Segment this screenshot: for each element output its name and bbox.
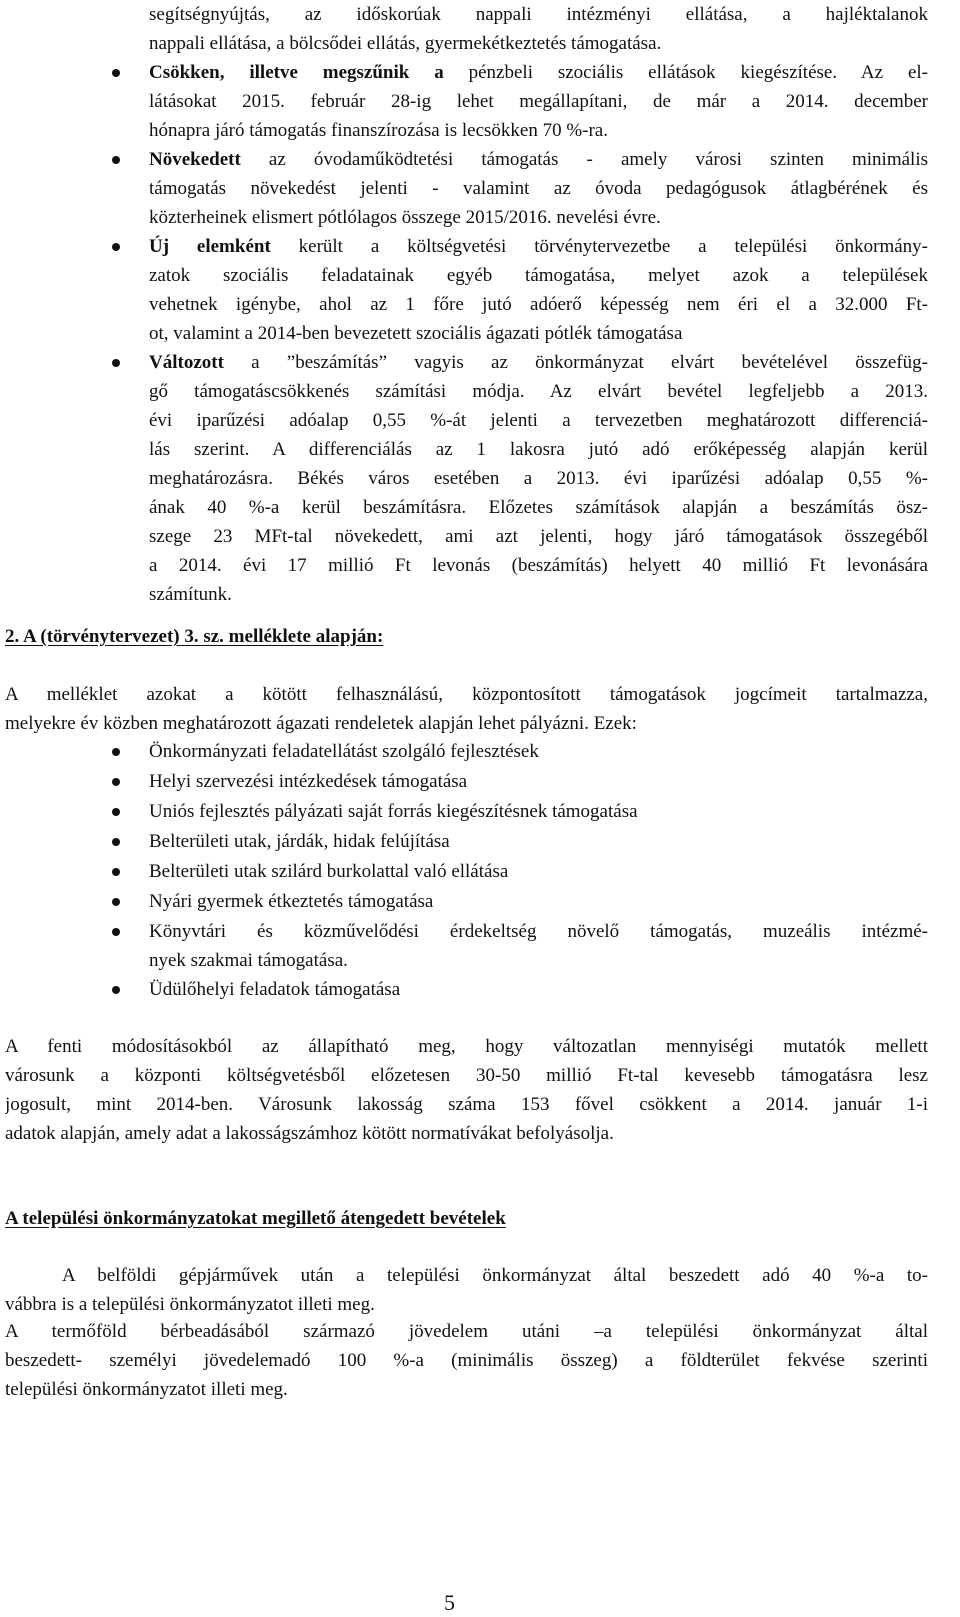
body-text: ának 40 %-a kerül beszámításra. Előzetes számítások alapján a beszámítás ösz- — [149, 497, 928, 518]
summary-paragraph-line-2: városunk a központi költségvetésből előzetesen 30-50 millió Ft-tal kevesebb támogatásra lesz — [5, 1065, 928, 1086]
annex-item: Belterületi utak, járdák, hidak felújítása — [149, 831, 450, 852]
summary-paragraph-line-1: A fenti módosításokból az állapítható meg, hogy változatlan mennyiségi mutatók mellett — [5, 1036, 928, 1057]
body-text: meghatározásra. Békés város esetében a 2013. évi iparűzési adóalap 0,55 %- — [149, 468, 928, 489]
annex-paragraph-line-2: melyekre év közben meghatározott ágazati rendeletek alapján lehet pályázni. Ezek: — [5, 713, 637, 734]
bullet-5-line-3 — [149, 406, 928, 435]
annex-item: Belterületi utak szilárd burkolattal való ellátása — [149, 861, 509, 882]
body-text: nappali ellátása, a bölcsődei ellátás, gyermekétkeztetés támogatása. — [149, 33, 662, 54]
body-text: gő támogatáscsökkenés számítási módja. Az elvárt bevétel legfeljebb a 2013. — [149, 381, 928, 402]
bullet-icon — [112, 898, 120, 906]
bullet-1-line-1 — [149, 0, 928, 29]
annex-item: Helyi szervezési intézkedések támogatása — [149, 771, 468, 792]
bullet-5-line-4 — [149, 435, 928, 464]
body-text: a ”beszámítás” vagyis az önkormányzat elvárt bevételével összefüg- — [223, 352, 928, 373]
bullet-3-line-2 — [149, 174, 928, 203]
bullet-4-line-1 — [149, 232, 928, 261]
bullet-icon — [112, 156, 120, 164]
body-text: évi iparűzési adóalap 0,55 %-át jelenti a tervezetben meghatározott differenciá- — [149, 410, 928, 431]
bold-lead-text: Változott — [149, 352, 224, 373]
section-heading-revenue: A települési önkormányzatokat megillető átengedett bevételek — [5, 1208, 506, 1229]
bullet-icon — [112, 986, 120, 994]
body-text: látásokat 2015. február 28-ig lehet megállapítani, de már a 2014. december — [149, 91, 928, 112]
bullet-icon — [112, 748, 120, 756]
bullet-5-line-5 — [149, 464, 928, 493]
body-text: a 2014. évi 17 millió Ft levonás (beszámítás) helyett 40 millió Ft levonására — [149, 555, 928, 576]
page-number: 5 — [444, 1590, 455, 1615]
body-text: vehetnek igénybe, ahol az 1 főre jutó adóerő képesség nem éri el a 32.000 Ft- — [149, 294, 928, 315]
bullet-5-line-1 — [149, 348, 928, 377]
body-text: számítunk. — [149, 584, 232, 605]
bullet-5-line-7 — [149, 522, 928, 551]
bullet-3-line-1 — [149, 145, 928, 174]
bullet-icon — [112, 868, 120, 876]
annex-item: Önkormányzati feladatellátást szolgáló fejlesztések — [149, 741, 539, 762]
bullet-4-line-3 — [149, 290, 928, 319]
annex-item: Könyvtári és közművelődési érdekeltség növelő támogatás, muzeális intézmé- — [149, 921, 928, 942]
body-text: az óvodaműködtetési támogatás - amely városi szinten minimális — [240, 149, 928, 170]
bold-lead-text: Növekedett — [149, 149, 241, 170]
annex-item: Üdülőhelyi feladatok támogatása — [149, 979, 401, 1000]
land-income-line-3: települési önkormányzatot illeti meg. — [5, 1379, 288, 1400]
body-text: hónapra járó támogatás finanszírozása is lecsökken 70 %-ra. — [149, 120, 608, 141]
body-text: támogatás növekedést jelenti - valamint az óvoda pedagógusok átlagbérének és — [149, 178, 928, 199]
body-text: lás szerint. A differenciálás az 1 lakosra jutó adó erőképesség alapján kerül — [149, 439, 928, 460]
body-text: szege 23 MFt-tal növekedett, ami azt jelenti, hogy járó támogatások összegéből — [149, 526, 928, 547]
bullet-3-line-3 — [149, 203, 661, 232]
annex-item: nyek szakmai támogatása. — [149, 950, 348, 971]
land-income-line-1: A termőföld bérbeadásából származó jövedelem utáni –a települési önkormányzat által — [5, 1321, 928, 1342]
summary-paragraph-line-4: adatok alapján, amely adat a lakosságszámhoz kötött normatívákat befolyásolja. — [5, 1123, 614, 1144]
annex-item: Uniós fejlesztés pályázati saját forrás kiegészítésnek támogatása — [149, 801, 638, 822]
body-text: ot, valamint a 2014-ben bevezetett szociális ágazati pótlék támogatása — [149, 323, 683, 344]
body-text: zatok szociális feladatainak egyéb támogatása, melyet azok a települések — [149, 265, 928, 286]
vehicle-tax-line-2: vábbra is a települési önkormányzatot illeti meg. — [5, 1294, 375, 1315]
bold-lead-text: Csökken, illetve megszűnik a — [149, 62, 444, 83]
bullet-5-line-8 — [149, 551, 928, 580]
bullet-1-line-2 — [149, 29, 661, 58]
bold-lead-text: Új elemként — [149, 236, 271, 257]
annex-paragraph-line-1: A melléklet azokat a kötött felhasználású, központosított támogatások jogcímeit tartalmazza, — [5, 684, 928, 705]
vehicle-tax-line-1: A belföldi gépjárművek után a települési önkormányzat által beszedett adó 40 %-a to- — [62, 1265, 928, 1286]
bullet-5-line-2 — [149, 377, 928, 406]
body-text: segítségnyújtás, az időskorúak nappali intézményi ellátása, a hajléktalanok — [149, 4, 928, 25]
bullet-icon — [112, 838, 120, 846]
bullet-2-line-2 — [149, 87, 928, 116]
section-heading-annex: 2. A (törvénytervezet) 3. sz. melléklete alapján: — [5, 626, 384, 647]
bullet-4-line-4 — [149, 319, 682, 348]
bullet-icon — [112, 243, 120, 251]
land-income-line-2: beszedett- személyi jövedelemadó 100 %-a (minimális összeg) a földterület fekvése szerinti — [5, 1350, 928, 1371]
body-text: került a költségvetési törvénytervezetbe a települési önkormány- — [270, 236, 928, 257]
bullet-icon — [112, 928, 120, 936]
bullet-icon — [112, 359, 120, 367]
body-text: pénzbeli szociális ellátások kiegészítése. Az el- — [443, 62, 928, 83]
bullet-icon — [112, 778, 120, 786]
bullet-icon — [112, 808, 120, 816]
bullet-icon — [112, 69, 120, 77]
summary-paragraph-line-3: jogosult, mint 2014-ben. Városunk lakosság száma 153 fővel csökkent a 2014. január 1-i — [5, 1094, 928, 1115]
bullet-4-line-2 — [149, 261, 928, 290]
bullet-2-line-1 — [149, 58, 928, 87]
body-text: közterheinek elismert pótlólagos összege 2015/2016. nevelési évre. — [149, 207, 661, 228]
bullet-2-line-3 — [149, 116, 608, 145]
bullet-5-line-6 — [149, 493, 928, 522]
annex-item: Nyári gyermek étkeztetés támogatása — [149, 891, 434, 912]
bullet-5-line-9 — [149, 580, 232, 609]
